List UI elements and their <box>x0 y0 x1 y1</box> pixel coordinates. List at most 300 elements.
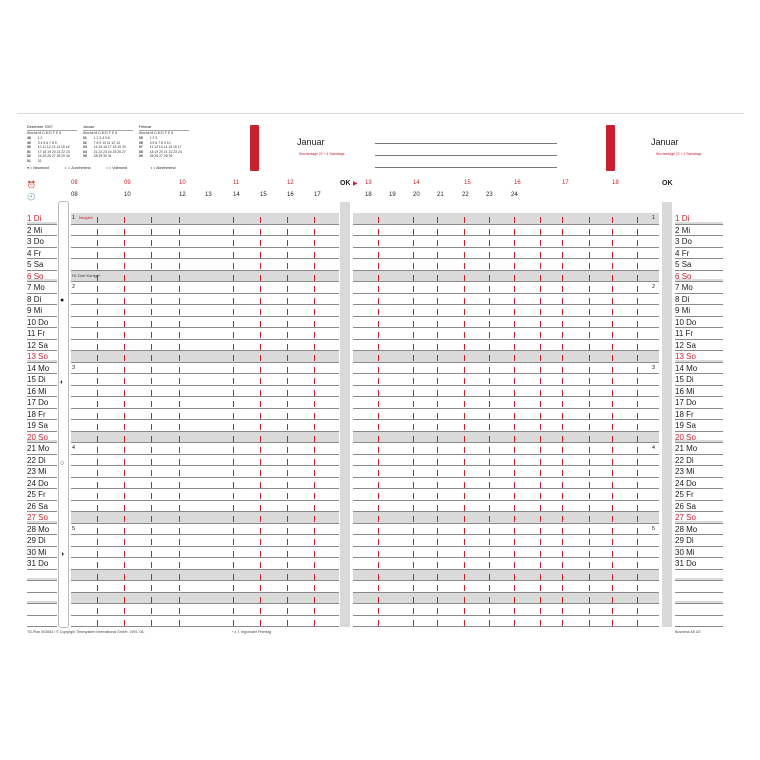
row-line-right <box>353 316 659 317</box>
day-label-left[interactable] <box>27 489 57 501</box>
day-number: 15 <box>675 375 684 384</box>
hour-tick <box>260 470 261 476</box>
day-label-right[interactable] <box>675 236 723 248</box>
hour-tick <box>562 482 563 488</box>
day-label-left[interactable] <box>27 420 57 432</box>
hour-tick <box>287 344 288 350</box>
hour-tick <box>637 229 638 235</box>
day-label-left[interactable] <box>27 271 57 283</box>
hour-tick <box>637 401 638 407</box>
hour-tick <box>124 562 125 568</box>
hour-tick <box>612 528 613 534</box>
hour-tick <box>179 436 180 442</box>
moon-legend-item: ◑ = Abnehmend <box>150 166 176 170</box>
hour-tick <box>612 424 613 430</box>
hour-tick <box>413 390 414 396</box>
hour-tick <box>514 217 515 223</box>
day-number: 13 <box>675 352 684 361</box>
hour-tick <box>540 528 541 534</box>
day-label-left[interactable] <box>27 512 57 524</box>
weekday: Di <box>686 455 694 465</box>
hour-tick <box>413 574 414 580</box>
mini-calendar-title: Februar <box>139 125 189 131</box>
mini-calendar-header: Woche M D M D F S S <box>139 131 174 135</box>
month-subtitle-right: Wochentage 22 + 4 Samstage <box>656 152 702 156</box>
hour-tick <box>540 585 541 591</box>
day-number: 24 <box>675 478 684 488</box>
hour-tick <box>314 378 315 384</box>
day-label-right[interactable] <box>675 409 723 421</box>
hour-tick <box>233 355 234 361</box>
hour-tick <box>437 401 438 407</box>
row-line-right <box>353 224 659 225</box>
hour-tick <box>233 528 234 534</box>
row-line-right <box>353 339 659 340</box>
day-label-left[interactable] <box>27 248 57 260</box>
day-label-right[interactable] <box>675 340 723 352</box>
day-label-right[interactable] <box>675 397 723 409</box>
week-number: 04 <box>83 149 87 154</box>
footer-format: Business A5 CE <box>675 630 701 634</box>
hour-tick <box>179 516 180 522</box>
day-number: 12 <box>675 340 684 350</box>
hour-tick <box>233 597 234 603</box>
hour-tick <box>637 413 638 419</box>
day-number: 9 <box>27 306 32 315</box>
hour-tick <box>464 516 465 522</box>
day-number: 13 <box>27 352 36 361</box>
hour-tick <box>612 390 613 396</box>
day-number: 18 <box>27 409 36 419</box>
day-label-left[interactable] <box>27 236 57 248</box>
day-label-left[interactable] <box>27 558 57 570</box>
day-label-left[interactable] <box>27 259 57 271</box>
day-label-right[interactable] <box>675 420 723 432</box>
hour-tick <box>540 551 541 557</box>
hour-tick <box>589 551 590 557</box>
hour-tick <box>413 585 414 591</box>
day-label-left[interactable] <box>27 501 57 513</box>
hour-tick <box>378 620 379 626</box>
hour-tick <box>514 252 515 258</box>
hour-tick <box>437 562 438 568</box>
day-label-right[interactable] <box>675 213 723 225</box>
hour-tick <box>97 528 98 534</box>
hour-tick <box>378 217 379 223</box>
day-label-left[interactable] <box>27 305 57 317</box>
hour-tick <box>124 390 125 396</box>
hour-tick <box>413 620 414 626</box>
week-number: 05 <box>139 136 143 140</box>
day-label-right[interactable] <box>675 432 723 444</box>
hour-tick <box>97 252 98 258</box>
hour-tick <box>378 240 379 246</box>
month-marker-right <box>606 125 615 171</box>
hour-tick <box>151 447 152 453</box>
day-number: 20 <box>27 432 36 442</box>
row-band-right <box>353 351 659 362</box>
hour-tick <box>637 528 638 534</box>
row-band-right <box>353 593 659 604</box>
day-label-left[interactable] <box>27 294 57 306</box>
hour-tick <box>464 482 465 488</box>
hour-tick <box>437 528 438 534</box>
ok-arrow: ▶ <box>353 181 358 187</box>
row-band-left <box>71 271 339 282</box>
weekday: Sa <box>681 260 692 269</box>
hour-tick <box>514 562 515 568</box>
hour-tick <box>437 240 438 246</box>
week-number-right: 2 <box>652 284 656 290</box>
hour-tick <box>489 436 490 442</box>
day-label-right[interactable] <box>675 294 723 306</box>
day-number: 9 <box>675 306 680 315</box>
day-label-right[interactable] <box>675 259 723 271</box>
hour-tick <box>562 608 563 614</box>
row-line-right <box>353 534 659 535</box>
day-label-left[interactable] <box>27 386 57 398</box>
row-line-right <box>353 419 659 420</box>
row-line-right <box>353 362 659 363</box>
day-label-left[interactable] <box>27 317 57 329</box>
hour-tick <box>489 355 490 361</box>
day-label-right[interactable] <box>675 317 723 329</box>
day-label-left[interactable] <box>27 409 57 421</box>
hour-tick <box>637 516 638 522</box>
hour-tick <box>489 482 490 488</box>
hour-tick <box>413 539 414 545</box>
hour-tick <box>540 286 541 292</box>
hour-tick <box>540 217 541 223</box>
day-label-left[interactable] <box>27 455 57 467</box>
day-label-left[interactable] <box>27 282 57 294</box>
day-label-left[interactable] <box>27 432 57 444</box>
week-days: 31 <box>36 158 42 163</box>
hour-tick <box>540 344 541 350</box>
row-line-right <box>353 373 659 374</box>
hour-tick <box>562 367 563 373</box>
hour-tick <box>514 482 515 488</box>
hour-tick <box>437 263 438 269</box>
hour-tick <box>612 401 613 407</box>
hour-tick <box>589 367 590 373</box>
hour-tick <box>489 229 490 235</box>
hour-tick <box>179 229 180 235</box>
hour-tick <box>124 321 125 327</box>
hour-tick <box>464 275 465 281</box>
day-label-right[interactable] <box>675 328 723 340</box>
hour-tick <box>589 413 590 419</box>
day-label-left[interactable] <box>27 328 57 340</box>
hour-tick <box>151 528 152 534</box>
hour-label: 23 <box>486 192 493 198</box>
hour-tick <box>151 401 152 407</box>
hour-tick <box>260 229 261 235</box>
hour-tick <box>637 597 638 603</box>
day-label-right[interactable] <box>675 489 723 501</box>
moon-legend-item: ○ = Vollmond <box>106 166 128 170</box>
hour-tick <box>151 275 152 281</box>
weekday: Do <box>686 317 697 327</box>
hour-tick <box>97 263 98 269</box>
day-label-left[interactable] <box>27 535 57 547</box>
day-label-left[interactable] <box>27 524 57 536</box>
day-label-right[interactable] <box>675 478 723 490</box>
hour-tick <box>97 597 98 603</box>
hour-tick <box>413 332 414 338</box>
mini-calendar-week <box>83 154 135 159</box>
day-label-right[interactable] <box>675 455 723 467</box>
weekday: Sa <box>38 340 48 350</box>
day-label-right[interactable] <box>675 271 723 283</box>
day-label-right[interactable] <box>675 558 723 570</box>
hour-tick <box>378 493 379 499</box>
hour-tick <box>124 459 125 465</box>
hour-label: 17 <box>314 192 321 198</box>
hour-tick <box>314 424 315 430</box>
hour-tick <box>179 528 180 534</box>
hour-tick <box>612 597 613 603</box>
weekday: Sa <box>38 421 48 430</box>
day-label-right[interactable] <box>675 225 723 237</box>
day-label-left[interactable] <box>27 225 57 237</box>
hour-tick <box>151 470 152 476</box>
row-line-left <box>71 454 339 455</box>
weekday: Mi <box>38 547 47 557</box>
day-label-right[interactable] <box>675 248 723 260</box>
row-line-left <box>71 224 339 225</box>
hour-tick <box>179 424 180 430</box>
hour-tick <box>514 275 515 281</box>
row-line-left <box>71 385 339 386</box>
hour-tick <box>437 298 438 304</box>
center-gutter <box>340 202 350 627</box>
weekday: So <box>686 432 696 442</box>
hour-tick <box>260 608 261 614</box>
hour-tick <box>612 355 613 361</box>
ok-label-right: OK <box>662 180 673 187</box>
day-label-right[interactable] <box>675 282 723 294</box>
hour-tick <box>437 574 438 580</box>
hour-tick <box>612 321 613 327</box>
hour-tick <box>562 574 563 580</box>
hour-tick <box>378 562 379 568</box>
day-label-left[interactable] <box>27 466 57 478</box>
hour-tick <box>260 447 261 453</box>
hour-tick <box>464 436 465 442</box>
hour-tick <box>97 620 98 626</box>
day-label-right[interactable] <box>675 547 723 559</box>
hour-tick <box>97 551 98 557</box>
day-label-left[interactable] <box>27 374 57 386</box>
hour-tick <box>437 309 438 315</box>
mini-calendar-week <box>139 154 191 159</box>
hour-tick <box>314 585 315 591</box>
hour-tick <box>233 332 234 338</box>
hour-tick <box>151 574 152 580</box>
hour-tick <box>514 378 515 384</box>
week-number-right: 5 <box>652 525 656 532</box>
hour-tick <box>413 608 414 614</box>
hour-tick <box>514 240 515 246</box>
hour-tick <box>233 608 234 614</box>
hour-tick <box>314 286 315 292</box>
hour-tick <box>489 551 490 557</box>
hour-tick <box>287 574 288 580</box>
hour-tick <box>97 459 98 465</box>
week-number-left: 2 <box>72 284 76 290</box>
row-line-right <box>353 396 659 397</box>
day-number: 2 <box>27 225 32 235</box>
day-label-right[interactable] <box>675 363 723 375</box>
hour-tick <box>437 620 438 626</box>
hour-tick <box>540 275 541 281</box>
hour-tick <box>437 378 438 384</box>
hour-tick <box>314 217 315 223</box>
hour-tick <box>437 217 438 223</box>
week-days: 25 26 27 28 29 <box>148 154 173 158</box>
hour-tick <box>562 597 563 603</box>
day-label-right[interactable] <box>675 374 723 386</box>
hour-tick <box>589 309 590 315</box>
hour-tick <box>378 424 379 430</box>
day-label-right[interactable] <box>675 351 723 363</box>
weekday: So <box>38 352 48 361</box>
day-label-left[interactable] <box>27 443 57 455</box>
hour-tick <box>562 436 563 442</box>
hour-tick <box>612 574 613 580</box>
hour-tick <box>589 574 590 580</box>
hour-tick <box>540 309 541 315</box>
day-label-right[interactable] <box>675 305 723 317</box>
hour-tick <box>589 286 590 292</box>
hour-tick <box>287 505 288 511</box>
day-label-right[interactable] <box>675 501 723 513</box>
hour-tick <box>514 424 515 430</box>
binding-spine <box>58 201 69 628</box>
hour-tick <box>489 493 490 499</box>
day-label-right[interactable] <box>675 524 723 536</box>
hour-tick <box>589 321 590 327</box>
hour-tick <box>260 493 261 499</box>
weekday: So <box>33 271 44 281</box>
hour-tick <box>97 229 98 235</box>
row-line-left <box>71 247 339 248</box>
hour-tick <box>540 447 541 453</box>
hour-tick <box>540 539 541 545</box>
hour-tick <box>514 401 515 407</box>
hour-tick <box>378 551 379 557</box>
hour-tick <box>612 539 613 545</box>
day-label-right[interactable] <box>675 466 723 478</box>
day-label-left[interactable] <box>27 340 57 352</box>
day-label-left[interactable] <box>27 213 57 225</box>
hour-tick <box>233 217 234 223</box>
day-number: 1 <box>675 214 680 223</box>
hour-tick <box>378 413 379 419</box>
day-label-left[interactable] <box>27 478 57 490</box>
day-label-right[interactable] <box>675 535 723 547</box>
row-line-right <box>353 626 659 627</box>
hour-tick <box>151 367 152 373</box>
hour-tick <box>179 413 180 419</box>
hour-tick <box>314 401 315 407</box>
day-label-left[interactable] <box>27 363 57 375</box>
day-number: 28 <box>675 524 684 534</box>
hour-tick <box>287 470 288 476</box>
day-label-right[interactable] <box>675 443 723 455</box>
day-number: 16 <box>27 386 36 396</box>
weekday: Di <box>681 214 690 223</box>
hour-tick <box>413 378 414 384</box>
day-label-right[interactable] <box>675 512 723 524</box>
hour-tick <box>540 505 541 511</box>
hour-tick <box>612 562 613 568</box>
hour-tick <box>97 309 98 315</box>
day-label-left[interactable] <box>27 397 57 409</box>
day-label-left[interactable] <box>27 351 57 363</box>
hour-tick <box>287 493 288 499</box>
weekday: Fr <box>686 490 694 499</box>
weekday: Fr <box>38 409 46 419</box>
hour-tick <box>97 562 98 568</box>
day-label-left[interactable] <box>27 547 57 559</box>
row-band-right <box>353 213 659 224</box>
weekday: Sa <box>686 421 696 430</box>
hour-tick <box>612 332 613 338</box>
week-number: 02 <box>83 140 87 145</box>
week-days: 14 15 16 17 18 19 20 <box>92 145 126 149</box>
hour-tick <box>233 505 234 511</box>
hour-tick <box>378 459 379 465</box>
hour-tick <box>437 470 438 476</box>
week-number-right: 3 <box>652 364 656 371</box>
hour-tick <box>437 332 438 338</box>
hour-tick <box>637 240 638 246</box>
hour-tick <box>97 424 98 430</box>
day-number: 7 <box>27 283 32 292</box>
hour-tick <box>314 608 315 614</box>
hour-tick <box>151 263 152 269</box>
hour-tick <box>124 355 125 361</box>
row-line-left <box>71 408 339 409</box>
hour-tick <box>151 585 152 591</box>
row-line-left <box>71 488 339 489</box>
hour-tick <box>378 401 379 407</box>
hour-tick <box>612 413 613 419</box>
hour-tick <box>413 263 414 269</box>
row-line-right <box>353 580 659 581</box>
hour-tick <box>151 459 152 465</box>
row-band-right <box>353 432 659 443</box>
row-line-days-right <box>675 592 723 593</box>
day-number: 30 <box>27 547 36 557</box>
hour-tick <box>540 229 541 235</box>
hour-tick <box>589 252 590 258</box>
day-number: 19 <box>27 421 36 430</box>
row-line-left <box>71 235 339 236</box>
weekday: Sa <box>686 501 696 511</box>
hour-tick <box>464 355 465 361</box>
day-number: 17 <box>27 398 36 407</box>
hour-tick <box>233 240 234 246</box>
hour-tick <box>314 321 315 327</box>
hour-tick <box>562 332 563 338</box>
hour-tick <box>378 436 379 442</box>
hour-tick <box>612 470 613 476</box>
hour-tick <box>637 562 638 568</box>
day-label-right[interactable] <box>675 386 723 398</box>
